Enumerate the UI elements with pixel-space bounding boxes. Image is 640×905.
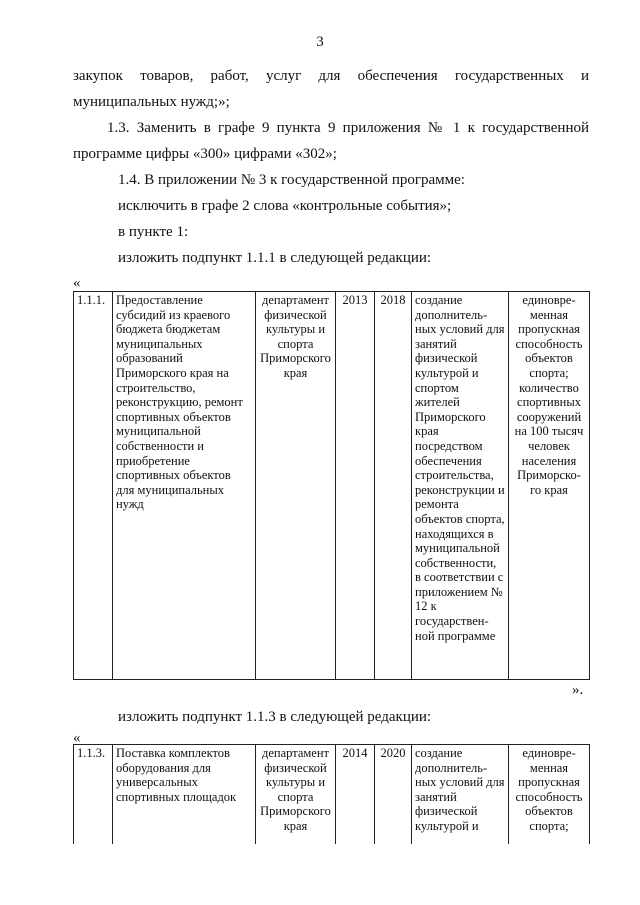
page-number: 3 — [316, 34, 324, 50]
cell-year-end: 2020 — [375, 745, 412, 845]
open-quote: « — [73, 730, 81, 746]
subitem-table-1-1-3 — [73, 744, 590, 844]
paragraph: исключить в графе 2 слова «контрольные события»; — [118, 198, 452, 214]
cell-measure-name: Предоставление субсидий из краевого бюджета бюджетам муниципальных образований Приморского края на строительство, реконструкцию, ремонт спортивных объектов муниципальной собственности и приобретение спортивных объектов для муниципальных нужд — [113, 292, 256, 680]
cell-executor: департамент физической культуры и спорта Приморского края — [256, 745, 336, 845]
paragraph: 1.4. В приложении № 3 к государственной программе: — [118, 172, 465, 188]
cell-indicator: единовре-менная пропускная способность объектов спорта; — [509, 745, 590, 845]
paragraph: в пункте 1: — [118, 224, 189, 240]
paragraph: изложить подпункт 1.1.1 в следующей редакции: — [118, 250, 432, 266]
cell-result: создание дополнитель-ных условий для занятий физической культурой и спортом жителей Приморского края посредством обеспечения строительства, реконструкции и ремонта объектов спорта, находящихся в муниципальной собственности, в соответствии с приложением № 12 к государствен-ной программе — [412, 292, 509, 680]
cell-executor: департамент физической культуры и спорта Приморского края — [256, 292, 336, 680]
cell-number: 1.1.3. — [74, 745, 113, 845]
paragraph-line: программе цифры «300» цифрами «302»; — [73, 146, 337, 162]
cell-year-start: 2013 — [336, 292, 375, 680]
cell-indicator: единовре-менная пропускная способность объектов спорта; количество спортивных сооружений на 100 тысяч человек населения Приморско-го края — [509, 292, 590, 680]
cell-measure-name: Поставка комплектов оборудования для универсальных спортивных площадок — [113, 745, 256, 845]
paragraph-line: 1.3. Заменить в графе 9 пункта 9 приложения № 1 к государственной — [107, 120, 589, 136]
close-quote: ». — [572, 682, 584, 698]
paragraph-line: муниципальных нужд;»; — [73, 94, 230, 110]
open-quote: « — [73, 275, 81, 291]
cell-year-end: 2018 — [375, 292, 412, 680]
table-clip — [70, 744, 595, 844]
paragraph-line: закупок товаров, работ, услуг для обеспечения государственных и — [73, 68, 589, 84]
cell-year-start: 2014 — [336, 745, 375, 845]
table-row — [74, 292, 590, 680]
cell-result: создание дополнитель-ных условий для занятий физической культурой и — [412, 745, 509, 845]
subitem-table-1-1-1 — [73, 291, 590, 680]
cell-number: 1.1.1. — [74, 292, 113, 680]
paragraph: изложить подпункт 1.1.3 в следующей редакции: — [118, 709, 432, 725]
table-row — [74, 745, 590, 845]
